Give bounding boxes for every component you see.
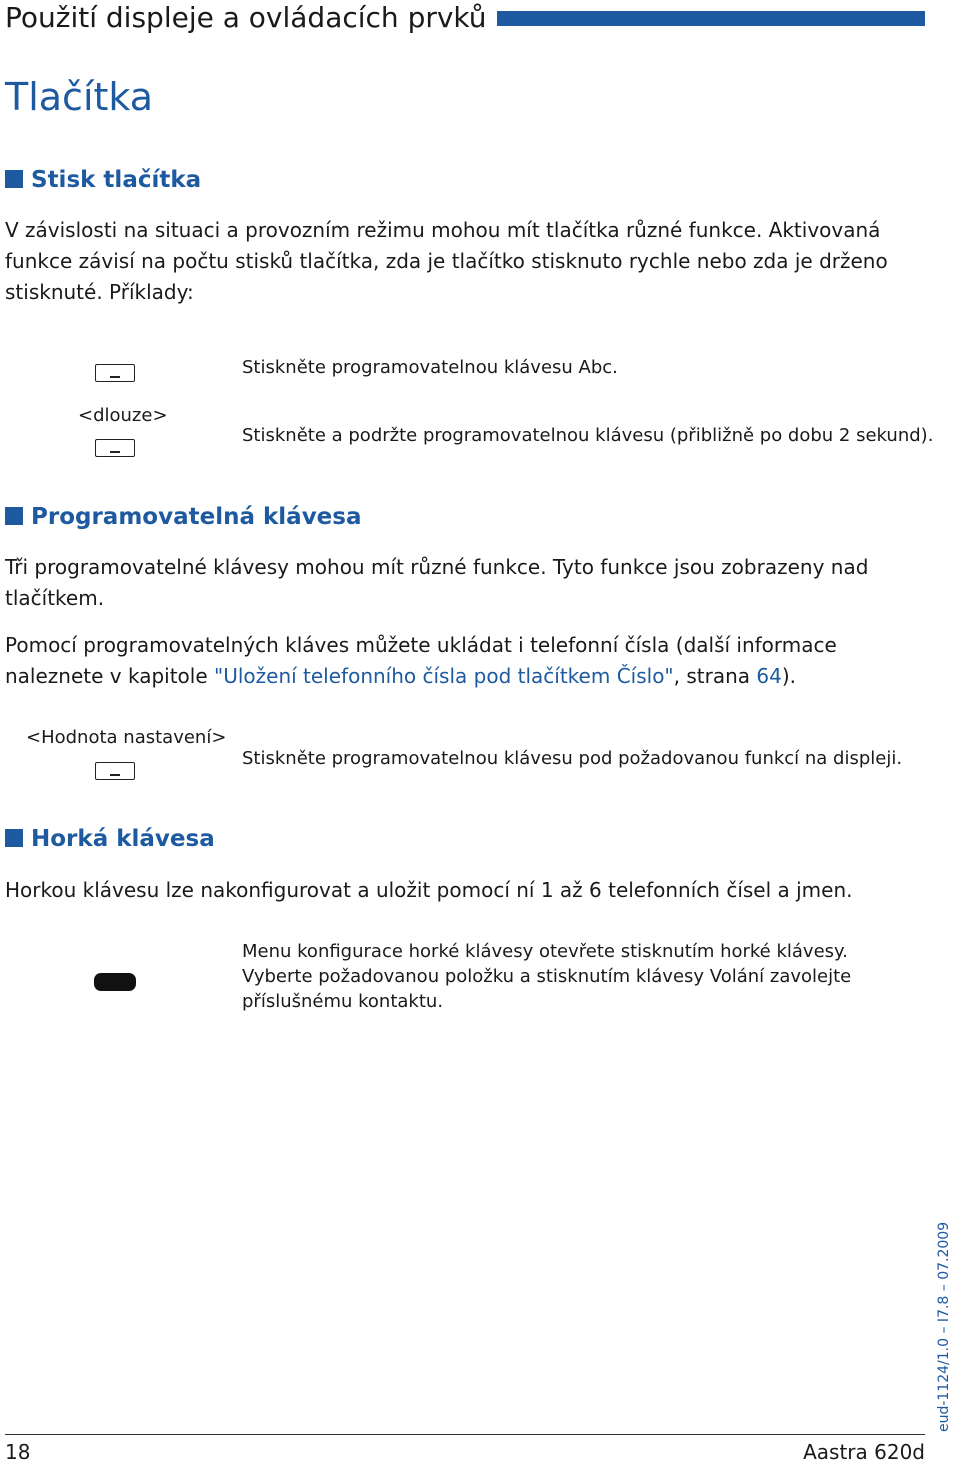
section-paragraph-reference	[5, 630, 925, 692]
instruction-text: Stiskněte a podržte programovatelnou klávesu (přibližně po dobu 2 sekund).	[242, 425, 934, 446]
section-heading-stisk	[5, 165, 201, 195]
section-bullet-icon	[5, 829, 23, 847]
product-model: Aastra 620d	[803, 1440, 925, 1464]
chapter-title: Tlačítka	[5, 75, 154, 119]
step-label: <Hodnota nastavení>	[26, 727, 227, 748]
page-reference-link[interactable]: 64	[756, 664, 782, 688]
section-title: Stisk tlačítka	[31, 167, 202, 193]
paragraph-text: Pomocí programovatelných kláves můžete ukládat i telefonní čísla (další informace naleznete v kapitole	[5, 633, 837, 688]
paragraph-text: ).	[781, 664, 796, 688]
section-paragraph: Tři programovatelné klávesy mohou mít různé funkce. Tyto funkce jsou zobrazeny nad tlačítkem.	[5, 555, 869, 610]
paragraph-text: , strana	[673, 664, 757, 688]
chapter-reference-link[interactable]: "Uložení telefonního čísla pod tlačítkem Číslo"	[214, 664, 674, 688]
page-number: 18	[5, 1440, 31, 1464]
page-header-title: Použití displeje a ovládacích prvků	[5, 1, 487, 34]
header-accent-bar	[497, 11, 925, 26]
hotkey-icon	[94, 973, 136, 991]
section-bullet-icon	[5, 170, 23, 188]
footer-divider	[5, 1434, 925, 1435]
document-code: eud-1124/1.0 – I7.8 – 07.2009	[936, 1221, 952, 1432]
section-bullet-icon	[5, 507, 23, 525]
section-paragraph: Horkou klávesu lze nakonfigurovat a uložit pomocí ní 1 až 6 telefonních čísel a jmen.	[5, 878, 853, 902]
softkey-icon	[95, 439, 135, 457]
section-title: Programovatelná klávesa	[31, 504, 362, 530]
section-heading-horka	[5, 824, 215, 854]
section-paragraph: V závislosti na situaci a provozním režimu mohou mít tlačítka různé funkce. Aktivovaná funkce závisí na počtu stisků tlačítka, zda je tlačítko stisknuto rychle nebo zda je drženo stisknuté. Příklady:	[5, 218, 888, 304]
softkey-icon	[95, 762, 135, 780]
section-heading-programovatelna	[5, 502, 362, 532]
instruction-line: Menu konfigurace horké klávesy otevřete stisknutím horké klávesy.	[242, 941, 848, 962]
section-title: Horká klávesa	[31, 826, 215, 852]
softkey-icon	[95, 364, 135, 382]
instruction-text: Stiskněte programovatelnou klávesu Abc.	[242, 357, 618, 378]
step-label: <dlouze>	[78, 405, 168, 426]
instruction-text-block	[242, 939, 922, 1014]
instruction-line: Vyberte požadovanou položku a stisknutím klávesy Volání zavolejte příslušnému kontaktu.	[242, 966, 852, 1012]
instruction-text: Stiskněte programovatelnou klávesu pod požadovanou funkcí na displeji.	[242, 748, 903, 769]
